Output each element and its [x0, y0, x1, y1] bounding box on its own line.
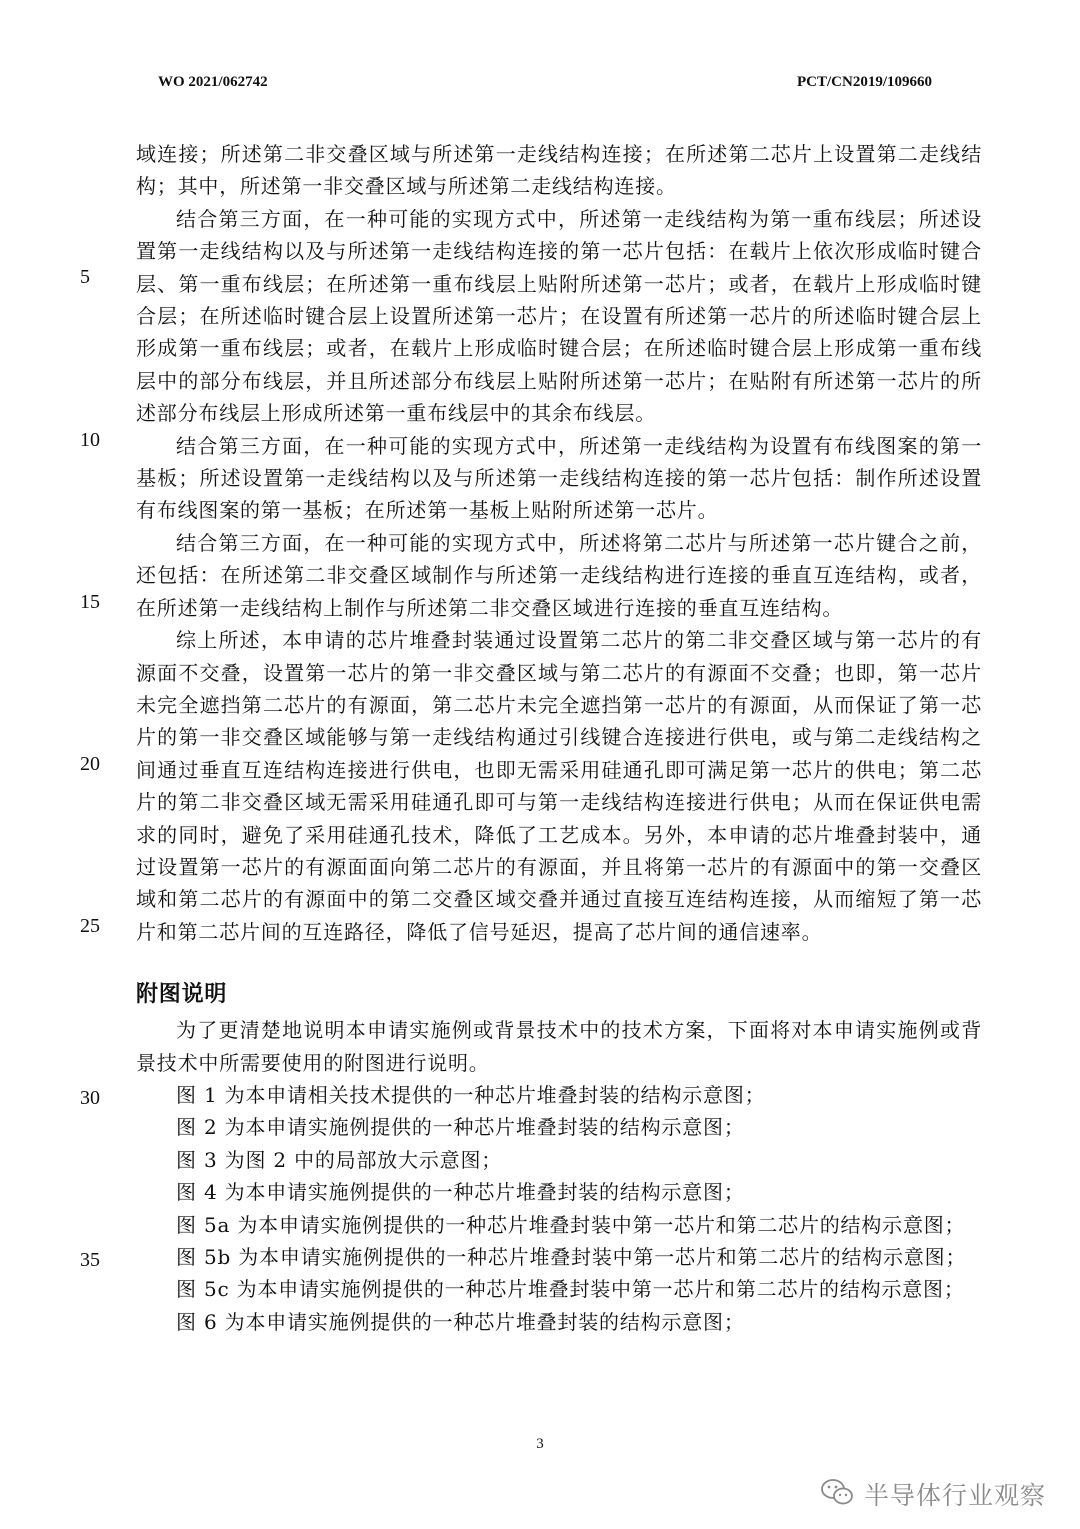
figure-description: 图 5a 为本申请实施例提供的一种芯片堆叠封装中第一芯片和第二芯片的结构示意图；: [176, 1212, 966, 1237]
figure-description: 图 5c 为本申请实施例提供的一种芯片堆叠封装中第一芯片和第二芯片的结构示意图；: [176, 1277, 965, 1302]
paragraph: 域连接；所述第二非交叠区域与所述第一走线结构连接；在所述第二芯片上设置第二走线结构；其中，所述第一非交叠区域与所述第二走线结构连接。: [136, 142, 982, 199]
line-number: 5: [80, 266, 90, 288]
section-title: 附图说明: [136, 981, 228, 1008]
application-number: PCT/CN2019/109660: [797, 74, 932, 90]
paragraph: 综上所述，本申请的芯片堆叠封装通过设置第二芯片的第二非交叠区域与第一芯片的有源面不交叠，设置第一芯片的第一非交叠区域与第二芯片的有源面不交叠；也即，第一芯片未完全遮挡第二芯片的有源面，第二芯片未完全遮挡第一芯片的有源面，从而保证了第一芯片的第一非交叠区域能够与第一走线结构通过引线键合连接进行供电，或与第二走线结构之间通过垂直互连结构连接进行供电，也即无需采用硅通孔即可满足第一芯片的供电；第二芯片的第二非交叠区域无需采用硅通孔即可与第一走线结构连接进行供电；从而在保证供电需求的同时，避免了采用硅通孔技术，降低了工艺成本。另外，本申请的芯片堆叠封装中，通过设置第一芯片的有源面面向第二芯片的有源面，并且将第一芯片的有源面中的第一交叠区域和第二芯片的有源面中的第二交叠区域交叠并通过直接互连结构连接，从而缩短了第一芯片和第二芯片间的互连路径，降低了信号延迟，提高了芯片间的通信速率。: [136, 628, 982, 944]
figure-description: 图 3 为图 2 中的局部放大示意图；: [176, 1147, 503, 1172]
line-number: 15: [80, 591, 100, 613]
figure-description: 图 6 为本申请实施例提供的一种芯片堆叠封装的结构示意图；: [176, 1309, 745, 1334]
paragraph: 结合第三方面，在一种可能的实现方式中，所述第一走线结构为第一重布线层；所述设置第一走线结构以及与所述第一走线结构连接的第一芯片包括：在载片上依次形成临时键合层、第一重布线层；在所述第一重布线层上贴附所述第一芯片；或者，在载片上形成临时键合层；在所述临时键合层上设置所述第一芯片；在设置有所述第一芯片的所述临时键合层上形成第一重布线层；或者，在载片上形成临时键合层；在所述临时键合层上形成第一重布线层中的部分布线层，并且所述部分布线层上贴附所述第一芯片；在贴附有所述第一芯片的所述部分布线层上形成所述第一重布线层中的其余布线层。: [136, 206, 982, 426]
figure-description: 图 1 为本申请相关技术提供的一种芯片堆叠封装的结构示意图；: [176, 1082, 766, 1107]
section-intro: 为了更清楚地说明本申请实施例或背景技术中的技术方案，下面将对本申请实施例或背景技术中所需要使用的附图进行说明。: [136, 1018, 982, 1075]
line-number: 20: [80, 753, 100, 775]
watermark-text: 半导体行业观察: [863, 1481, 1046, 1510]
paragraph: 结合第三方面，在一种可能的实现方式中，所述第一走线结构为设置有布线图案的第一基板；所述设置第一走线结构以及与所述第一走线结构连接的第一芯片包括：制作所述设置有布线图案的第一基板；在所述第一基板上贴附所述第一芯片。: [136, 433, 982, 523]
figure-description: 图 5b 为本申请实施例提供的一种芯片堆叠封装中第一芯片和第二芯片的结构示意图；: [176, 1245, 967, 1269]
line-number: 30: [80, 1087, 100, 1109]
line-number: 35: [80, 1249, 100, 1271]
document-header: [158, 74, 932, 98]
publication-number: WO 2021/062742: [158, 74, 268, 90]
document-body: [136, 138, 982, 1338]
wechat-icon: [820, 1477, 854, 1511]
figure-description: 图 2 为本申请实施例提供的一种芯片堆叠封装的结构示意图；: [176, 1115, 745, 1140]
paragraph: 结合第三方面，在一种可能的实现方式中，所述将第二芯片与所述第一芯片键合之前，还包括：在所述第二非交叠区域制作与所述第一走线结构进行连接的垂直互连结构，或者，在所述第一走线结构上制作与所述第二非交叠区域进行连接的垂直互连结构。: [136, 530, 982, 620]
figure-description: 图 4 为本申请实施例提供的一种芯片堆叠封装的结构示意图；: [176, 1180, 745, 1205]
page-number: 3: [536, 1436, 544, 1452]
line-number: 10: [80, 429, 100, 451]
line-number: 25: [80, 915, 100, 937]
watermark: [820, 1474, 1046, 1514]
